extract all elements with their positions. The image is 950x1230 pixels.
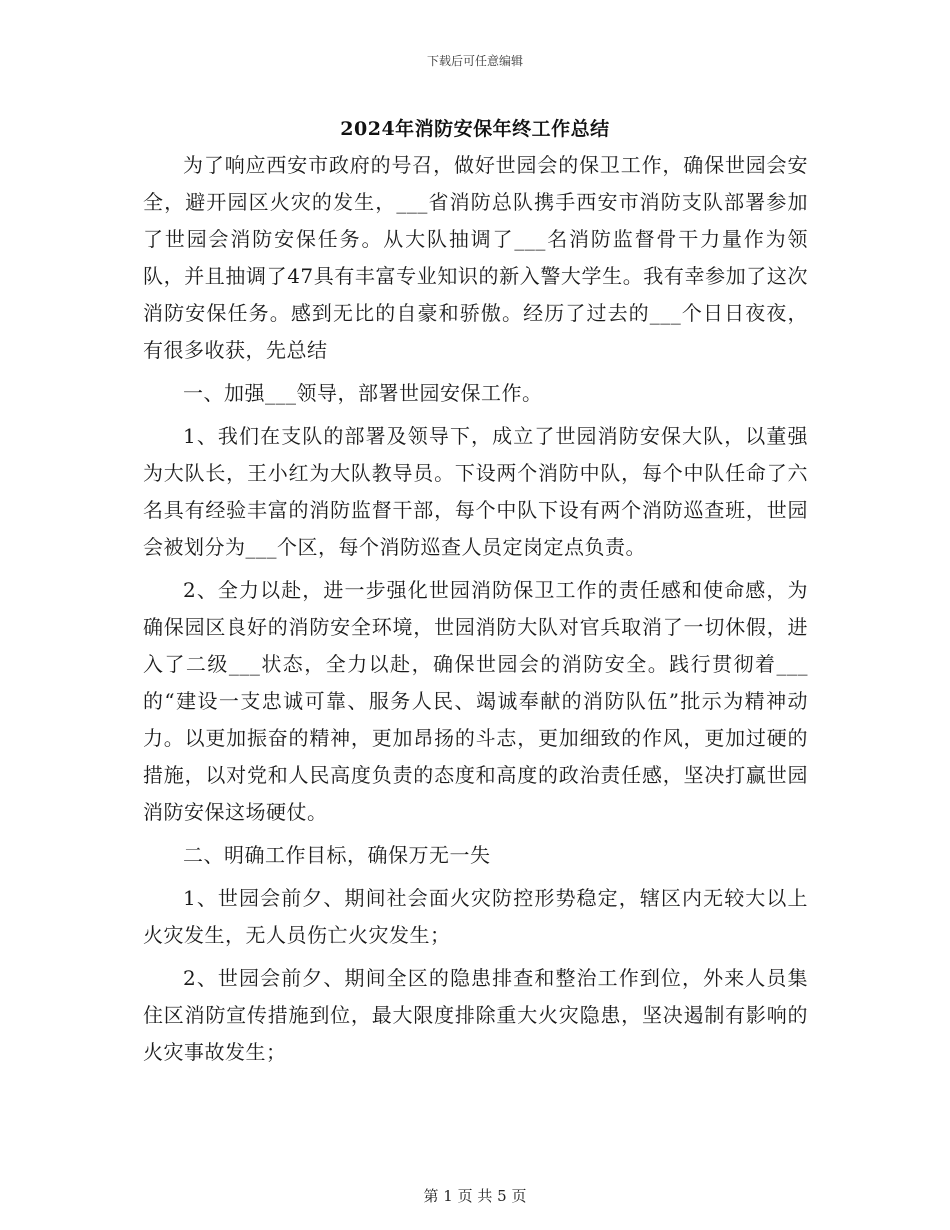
- paragraph-2-2: 2、世园会前夕、期间全区的隐患排查和整治工作到位，外来人员集住区消防宣传措施到位，最大限度排除重大火灾隐患，坚决遏制有影响的火灾事故发生；: [143, 966, 808, 1064]
- document-title: 2024年消防安保年终工作总结: [340, 118, 610, 140]
- paragraph-1-1: 1、我们在支队的部署及领导下，成立了世园消防安保大队，以董强为大队长，王小红为大队教导员。下设两个消防中队，每个中队任命了六名具有经验丰富的消防监督干部，每个中队下设有两个消防巡查班，世园会被划分为___个区，每个消防巡查人员定岗定点负责。: [143, 424, 808, 559]
- header-note: 下载后可任意编辑: [426, 54, 523, 68]
- document-body: [143, 147, 808, 1077]
- paragraph-2-1: 1、世园会前夕、期间社会面火灾防控形势稳定，辖区内无较大以上火灾发生，无人员伤亡火灾发生；: [143, 886, 808, 947]
- paragraph-1-2: 2、全力以赴，进一步强化世园消防保卫工作的责任感和使命感，为确保园区良好的消防安全环境，世园消防大队对官兵取消了一切休假，进入了二级___状态，全力以赴，确保世园会的消防安全。践行贯彻着___的“建设一支忠诚可靠、服务人民、竭诚奉献的消防队伍”批示为精神动力。以更加振奋的精神，更加昂扬的斗志，更加细致的作风，更加过硬的措施，以对党和人民高度负责的态度和高度的政治责任感，坚决打赢世园消防安保这场硬仗。: [143, 578, 808, 824]
- paragraph-intro: 为了响应西安市政府的号召，做好世园会的保卫工作，确保世园会安全，避开园区火灾的发生，___省消防总队携手西安市消防支队部署参加了世园会消防安保任务。从大队抽调了___名消防监督骨干力量作为领队，并且抽调了47具有丰富专业知识的新入警大学生。我有幸参加了这次消防安保任务。感到无比的自豪和骄傲。经历了过去的___个日日夜夜，有很多收获，先总结: [143, 153, 808, 362]
- page-number: 第 1 页 共 5 页: [423, 1187, 527, 1205]
- section-heading-2: 二、明确工作目标，确保万无一失: [183, 843, 491, 867]
- section-heading-1: 一、加强___领导，部署世园安保工作。: [183, 381, 543, 405]
